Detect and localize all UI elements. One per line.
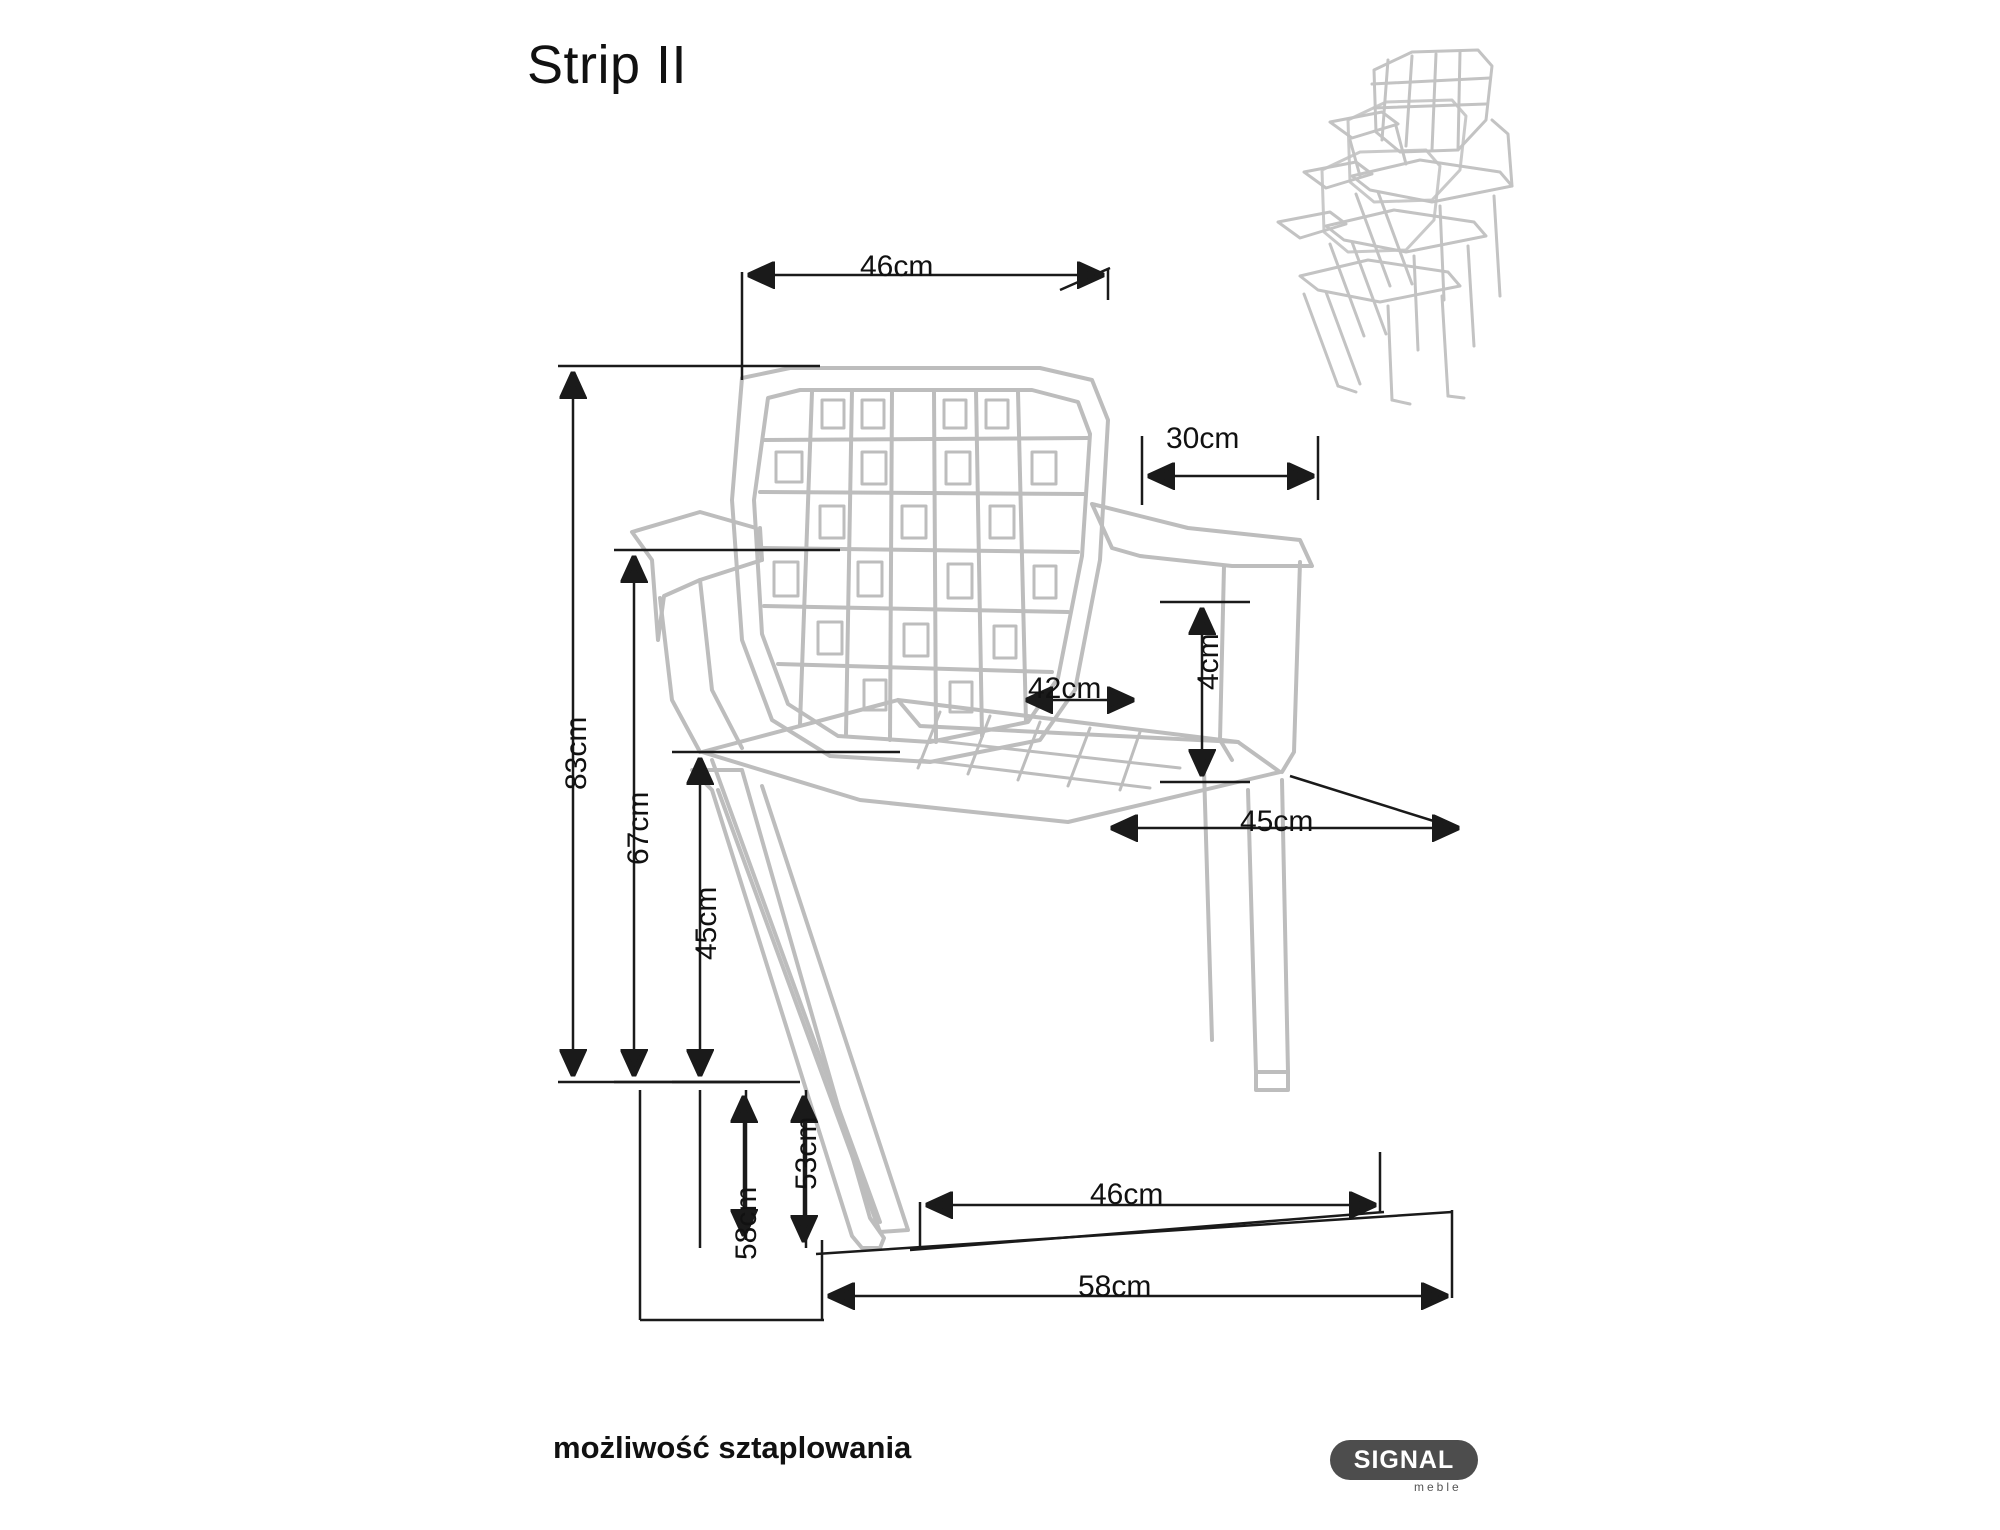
- dim-label-seat-depth: 45cm: [1240, 805, 1314, 838]
- brand-subtitle: meble: [1414, 1480, 1462, 1494]
- dim-label-total-height: 83cm: [560, 716, 593, 790]
- dim-label-width-outer: 58cm: [1078, 1270, 1152, 1303]
- dim-label-armrest-thickness: 4cm: [1192, 633, 1225, 690]
- dim-label-armrest-depth: 30cm: [1166, 422, 1240, 455]
- dim-label-seat-width: 42cm: [1028, 672, 1102, 705]
- dim-label-depth-inner: 53cm: [790, 1116, 823, 1190]
- dim-label-depth-outer: 58cm: [730, 1186, 763, 1260]
- dim-label-width-inner: 46cm: [1090, 1178, 1164, 1211]
- page-title: Strip II: [527, 35, 688, 95]
- dim-label-seat-height: 45cm: [690, 886, 723, 960]
- brand-name: SIGNAL: [1330, 1440, 1478, 1480]
- brand-logo: [1330, 1440, 1520, 1492]
- stacking-note: możliwość sztaplowania: [553, 1430, 912, 1465]
- dim-label-armrest-height: 67cm: [622, 791, 655, 865]
- dim-label-backrest-width: 46cm: [860, 250, 934, 283]
